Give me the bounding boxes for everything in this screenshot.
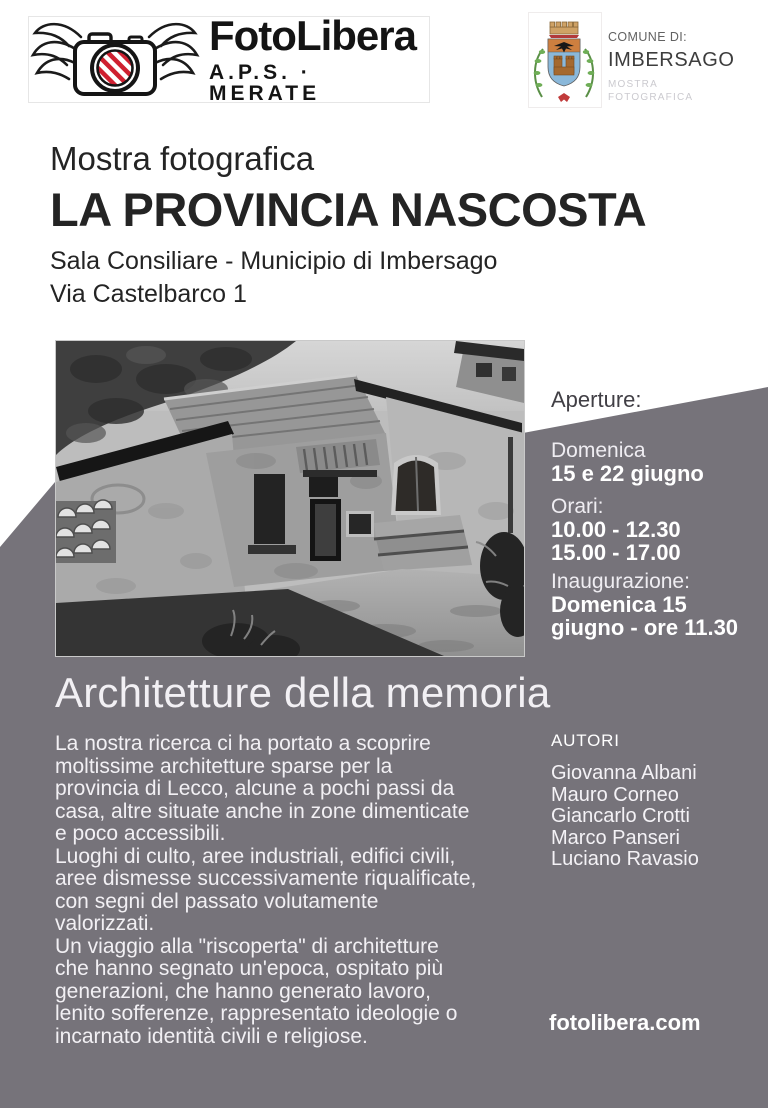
authors-list bbox=[551, 763, 699, 871]
fotolibera-logo bbox=[28, 12, 430, 105]
body-line: che hanno segnato un'epoca, ospitato più bbox=[55, 957, 444, 980]
schedule-opening-line1: Domenica 15 bbox=[551, 592, 687, 617]
website-text: fotolibera.com bbox=[549, 1010, 701, 1035]
municipality-label: COMUNE DI: bbox=[608, 30, 687, 44]
schedule-day-label: Domenica bbox=[551, 439, 646, 462]
coat-of-arms-icon bbox=[529, 92, 599, 109]
exhibition-photo bbox=[55, 340, 525, 657]
authors-block bbox=[551, 731, 699, 871]
body-line: lenito sofferenze, rappresentato ideologie o bbox=[55, 1002, 458, 1025]
body-line: La nostra ricerca ci ha portato a scoprire bbox=[55, 732, 431, 755]
winged-camera-icon bbox=[29, 15, 201, 104]
body-line: aree dismesse successivamente riqualificate, bbox=[55, 867, 477, 890]
exhibition-address: Via Castelbarco 1 bbox=[50, 280, 247, 308]
body-line: con segni del passato volutamente bbox=[55, 889, 379, 913]
authors-label: AUTORI bbox=[551, 731, 620, 750]
body-line: Luoghi di culto, aree industriali, edifici civili, bbox=[55, 844, 456, 868]
schedule-opening-line2: giugno - ore 11.30 bbox=[551, 615, 739, 640]
author-name: Luciano Ravasio bbox=[551, 848, 699, 870]
author-name: Marco Panseri bbox=[551, 826, 680, 849]
section-heading: Architetture della memoria bbox=[55, 669, 551, 716]
schedule-hours-morning: 10.00 - 12.30 bbox=[551, 517, 681, 542]
body-line: valorizzati. bbox=[55, 912, 155, 935]
section-body bbox=[55, 733, 476, 1048]
body-line: e poco accessibili. bbox=[55, 822, 226, 845]
imbersago-crest bbox=[528, 12, 602, 108]
body-line: generazioni, che hanno generato lavoro, bbox=[55, 979, 431, 1003]
schedule-block bbox=[551, 440, 738, 639]
body-line: moltissime architetture sparse per la bbox=[55, 754, 393, 778]
author-name: Giovanna Albani bbox=[551, 762, 697, 784]
municipality-name: IMBERSAGO bbox=[608, 48, 735, 71]
municipality-caption bbox=[608, 78, 735, 104]
municipality-caption-line2: FOTOGRAFICA bbox=[608, 91, 694, 103]
author-name: Giancarlo Crotti bbox=[551, 805, 690, 827]
exhibition-title: LA PROVINCIA NASCOSTA bbox=[50, 183, 647, 236]
schedule-opening-label: Inaugurazione: bbox=[551, 570, 690, 593]
logo-subtitle: A.P.S. · MERATE bbox=[209, 61, 321, 105]
logo-text bbox=[209, 12, 429, 105]
schedule-hours-afternoon: 15.00 - 17.00 bbox=[551, 540, 681, 565]
author-name: Mauro Corneo bbox=[551, 783, 679, 806]
body-line: provincia di Lecco, alcune a pochi passi da bbox=[55, 777, 455, 800]
schedule-heading: Aperture: bbox=[551, 387, 642, 412]
exhibition-venue: Sala Consiliare - Municipio di Imbersago bbox=[50, 247, 498, 275]
body-line: casa, altre situate anche in zone dimenticate bbox=[55, 799, 470, 823]
body-line: Un viaggio alla "riscoperta" di architetture bbox=[55, 934, 439, 958]
body-line: incarnato identità civili e religiose. bbox=[55, 1024, 368, 1048]
schedule-hours-label: Orari: bbox=[551, 495, 604, 518]
schedule-dates: 15 e 22 giugno bbox=[551, 461, 704, 486]
municipality-block bbox=[608, 31, 735, 104]
logo-wordmark: FotoLibera bbox=[209, 12, 416, 59]
exhibition-kicker: Mostra fotografica bbox=[50, 140, 315, 177]
municipality-caption-line1: MOSTRA bbox=[608, 78, 658, 90]
